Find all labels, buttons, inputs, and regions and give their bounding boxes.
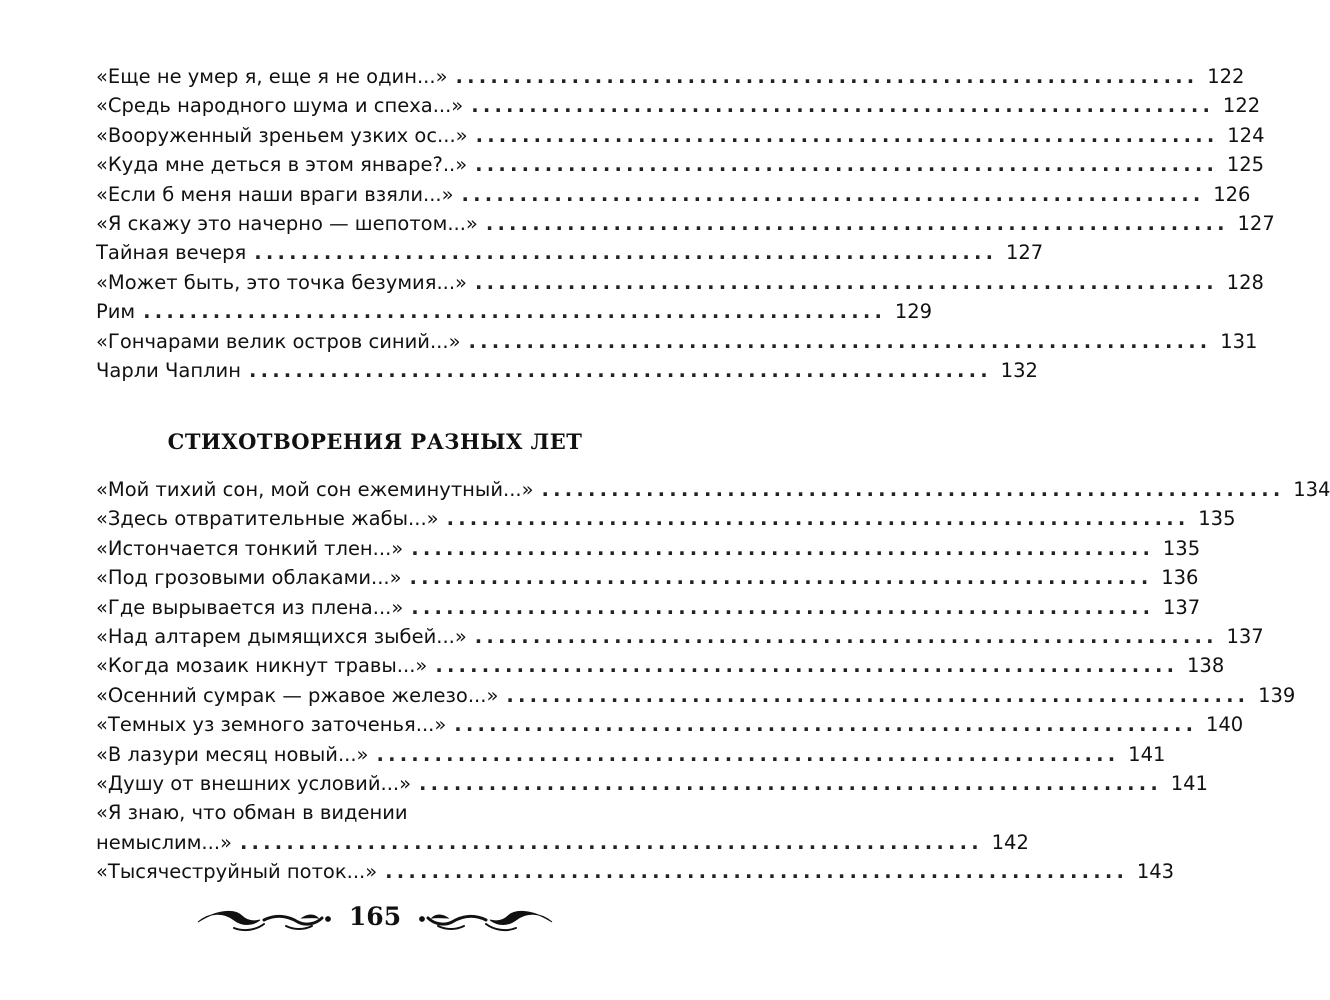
page-number: 165 (348, 902, 402, 931)
toc-entry-title: «Я скажу это начерно — шепотом...» (96, 211, 478, 235)
toc-entry-page: 124 (1227, 123, 1265, 147)
toc-entry (96, 238, 1044, 267)
toc-entry-page: 139 (1258, 683, 1296, 707)
toc-entry-title-line2: немыслим...» (96, 830, 232, 854)
toc-entry-title: «Осенний сумрак — ржавое железо...» (96, 683, 499, 707)
dot-leader: ................................................................ (254, 241, 998, 265)
toc-entry (96, 563, 1199, 592)
toc-entry-page: 135 (1198, 507, 1236, 531)
toc-entry (96, 769, 1208, 798)
toc-entry-title: «В лазури месяц новый...» (96, 742, 369, 766)
dot-leader: ................................................................ (411, 536, 1155, 560)
toc-entry-title: Рим (96, 300, 136, 324)
toc-entry-page: 134 (1293, 477, 1330, 501)
dot-leader: ................................................................ (474, 624, 1218, 648)
dot-leader: ................................................................ (435, 654, 1179, 678)
toc-entry-title: Чарли Чаплин (96, 358, 241, 382)
toc-entry (96, 121, 1265, 150)
toc-entry-page: 131 (1220, 329, 1258, 353)
dot-leader: ................................................................ (376, 742, 1120, 766)
toc-entry (96, 62, 1245, 91)
toc-entry-title: «Куда мне деться в этом январе?..» (96, 153, 468, 177)
toc-entry-title: «Под грозовыми облаками...» (96, 566, 402, 590)
toc-entry-title: «Душу от внешних условий...» (96, 771, 412, 795)
toc-entry-title: «Где вырывается из плена...» (96, 595, 404, 619)
dot-leader: ................................................................ (446, 507, 1190, 531)
toc-entry (96, 297, 933, 326)
toc-entry-page: 140 (1205, 713, 1244, 737)
toc-entry-title: Тайная вечеря (96, 241, 247, 265)
toc-entry-page: 143 (1136, 860, 1175, 884)
toc-entry-line2 (96, 828, 1029, 857)
dot-leader: ................................................................ (385, 860, 1129, 884)
dot-leader: ................................................................ (419, 771, 1162, 795)
dot-leader: ................................................................ (468, 329, 1212, 353)
toc-entry-page: 122 (1207, 64, 1245, 88)
section-heading: СТИХОТВОРЕНИЯ РАЗНЫХ ЛЕТ (167, 429, 583, 454)
toc-entry-title: «Средь народного шума и спеха...» (96, 94, 464, 118)
toc-entry-title: «Над алтарем дымящихся зыбей...» (96, 624, 467, 648)
toc-entry (96, 857, 1175, 886)
page-footer (190, 898, 560, 942)
toc-entry-title-line1: «Я знаю, что обман в видении (96, 801, 408, 825)
dot-leader: ................................................................ (248, 358, 992, 382)
toc-entry (96, 150, 1265, 179)
dot-leader: ................................................................ (475, 153, 1219, 177)
dot-leader: ................................................................ (455, 64, 1199, 88)
dot-leader: ................................................................ (461, 182, 1205, 206)
toc-entry (96, 475, 1330, 504)
toc-entry (96, 740, 1166, 769)
toc-entry-page: 128 (1226, 270, 1264, 294)
toc-list-top (96, 62, 1275, 385)
toc-entry-page: 137 (1162, 595, 1201, 619)
toc-entry-title: «Темных уз земного заточенья...» (96, 713, 447, 737)
toc-entry (96, 209, 1275, 238)
toc-entry (96, 622, 1264, 651)
toc-entry-page: 129 (894, 300, 933, 324)
dot-leader: ................................................................ (409, 566, 1153, 590)
toc-entry-title: «Вооруженный зреньем узких ос...» (96, 123, 468, 147)
toc-entry-title: «Если б меня наши враги взяли...» (96, 182, 454, 206)
toc-entry-page: 132 (1000, 358, 1038, 382)
toc-entry-title: «Когда мозаик никнут травы...» (96, 654, 428, 678)
toc-entry (96, 651, 1225, 680)
toc-entry (96, 593, 1201, 622)
toc-entry-title: «Здесь отвратительные жабы...» (96, 507, 439, 531)
dot-leader: ................................................................ (471, 94, 1215, 118)
toc-entry-title: «Еще не умер я, еще я не один...» (96, 64, 448, 88)
toc-list-bottom (96, 475, 1330, 886)
toc-entry-page: 127 (1237, 211, 1275, 235)
toc-entry (96, 710, 1244, 739)
toc-entry-wrapped (96, 798, 1029, 857)
toc-entry-title: «Может быть, это точка безумия...» (96, 270, 467, 294)
dot-leader: ................................................................ (474, 270, 1218, 294)
toc-entry-page: 137 (1226, 624, 1264, 648)
toc-entry-page: 136 (1161, 566, 1199, 590)
toc-entry-page: 135 (1162, 536, 1201, 560)
toc-entry (96, 91, 1261, 120)
toc-entry (96, 327, 1258, 356)
dot-leader: ................................................................ (411, 595, 1155, 619)
toc-entry-page: 122 (1222, 94, 1261, 118)
toc-entry-page: 125 (1226, 153, 1265, 177)
dot-leader: ................................................................ (541, 477, 1285, 501)
toc-entry-title: «Гончарами велик остров синий...» (96, 329, 461, 353)
dot-leader: ................................................................ (454, 713, 1198, 737)
toc-entry-page: 126 (1213, 182, 1251, 206)
toc-entry (96, 681, 1296, 710)
toc-entry (96, 534, 1201, 563)
dot-leader: ................................................................ (475, 123, 1219, 147)
toc-entry-page: 142 (991, 830, 1029, 854)
toc-entry-page: 141 (1170, 771, 1208, 795)
toc-entry (96, 180, 1251, 209)
toc-entry-title: «Тысячеструйный поток...» (96, 860, 378, 884)
dot-leader: ................................................................ (143, 300, 887, 324)
toc-entry (96, 268, 1264, 297)
dot-leader: ................................................................ (239, 830, 983, 854)
toc-entry-page: 127 (1005, 241, 1044, 265)
dot-leader: ................................................................ (485, 211, 1229, 235)
toc-entry (96, 356, 1038, 385)
toc-entry-page: 138 (1187, 654, 1225, 678)
toc-entry (96, 504, 1236, 533)
toc-entry-title: «Истончается тонкий тлен...» (96, 536, 404, 560)
toc-entry-page: 141 (1128, 742, 1166, 766)
dot-leader: ................................................................ (506, 683, 1250, 707)
toc-entry-title: «Мой тихий сон, мой сон ежеминутный...» (96, 477, 534, 501)
